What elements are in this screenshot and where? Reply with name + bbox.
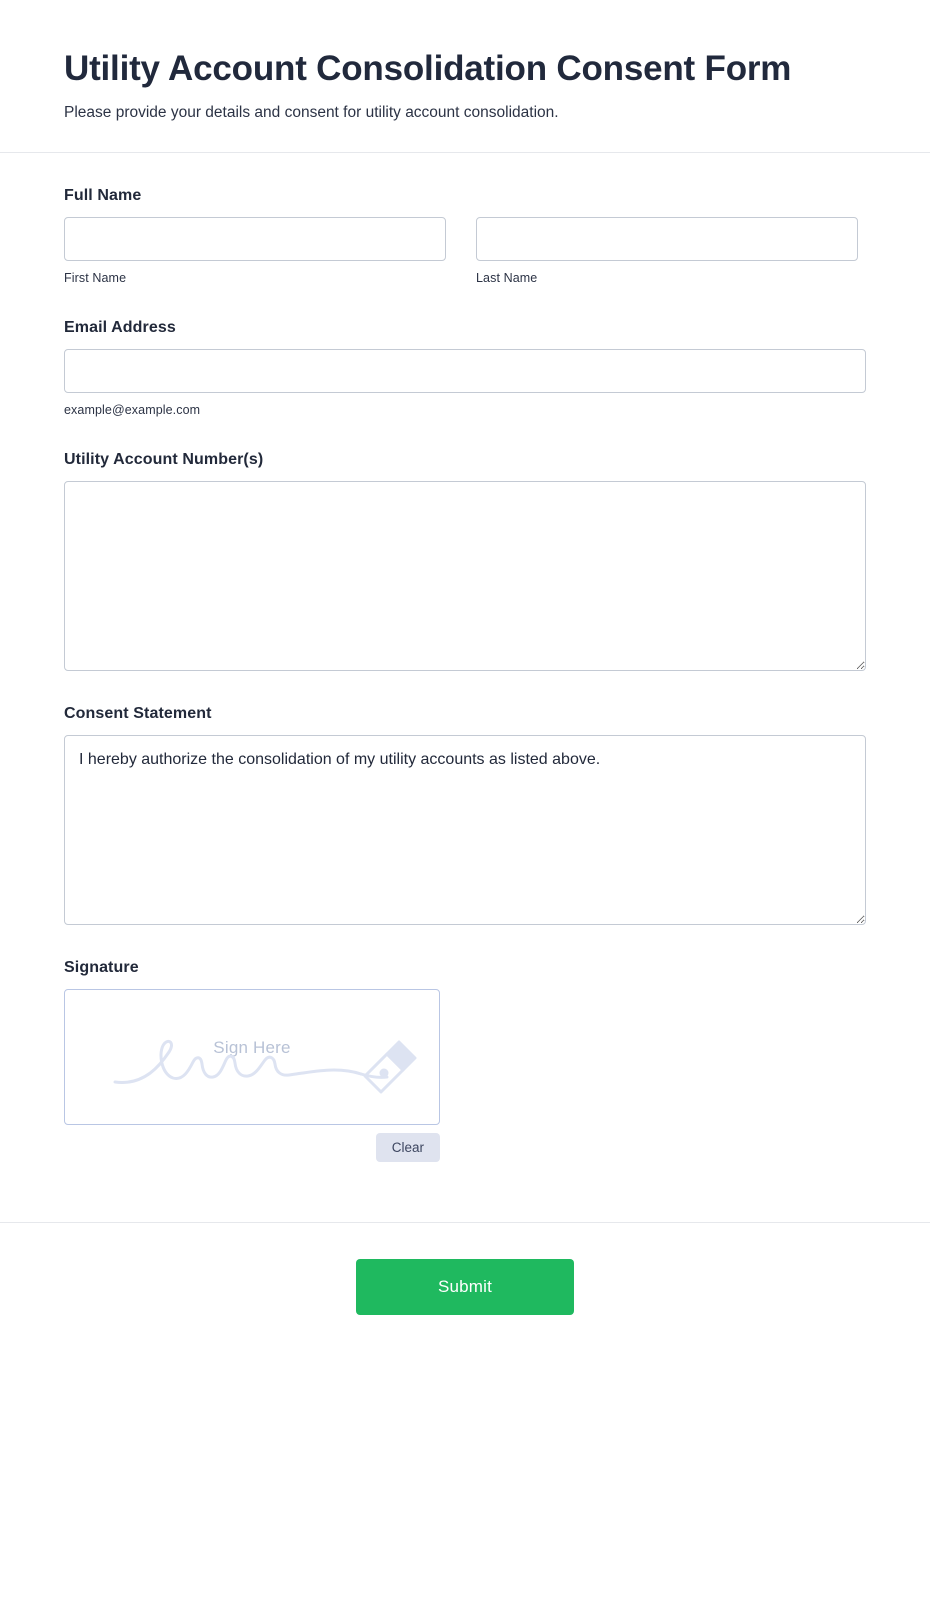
field-email [64,319,866,417]
full-name-label: Full Name [64,187,142,204]
field-consent-statement [64,705,866,925]
signature-label: Signature [64,959,139,976]
signature-actions [64,1133,440,1162]
first-name-input[interactable] [64,217,446,261]
field-full-name [64,187,866,285]
field-account-numbers [64,451,866,671]
consent-statement-textarea[interactable] [64,735,866,925]
first-name-col [64,217,446,285]
form-footer [0,1223,930,1361]
last-name-input[interactable] [476,217,858,261]
signature-hint: Sign Here [213,1038,291,1057]
account-numbers-label: Utility Account Number(s) [64,451,264,468]
form-subtitle: Please provide your details and consent for utility account consolidation. [64,103,559,121]
signature-wrap [64,989,440,1162]
email-input[interactable] [64,349,866,393]
page-title: Utility Account Consolidation Consent Form [64,49,792,88]
consent-statement-label: Consent Statement [64,705,212,722]
email-label: Email Address [64,319,176,336]
first-name-sublabel: First Name [64,271,127,285]
field-signature [64,959,866,1162]
last-name-col [476,217,858,285]
account-numbers-textarea[interactable] [64,481,866,671]
email-sublabel: example@example.com [64,403,201,417]
signature-pad[interactable] [64,989,440,1125]
clear-signature-button[interactable]: Clear [376,1133,440,1162]
submit-button[interactable]: Submit [356,1259,574,1315]
signature-placeholder-icon [65,990,440,1125]
full-name-row [64,217,866,285]
last-name-sublabel: Last Name [476,271,538,285]
form-header [0,0,930,153]
form-body [0,153,930,1223]
